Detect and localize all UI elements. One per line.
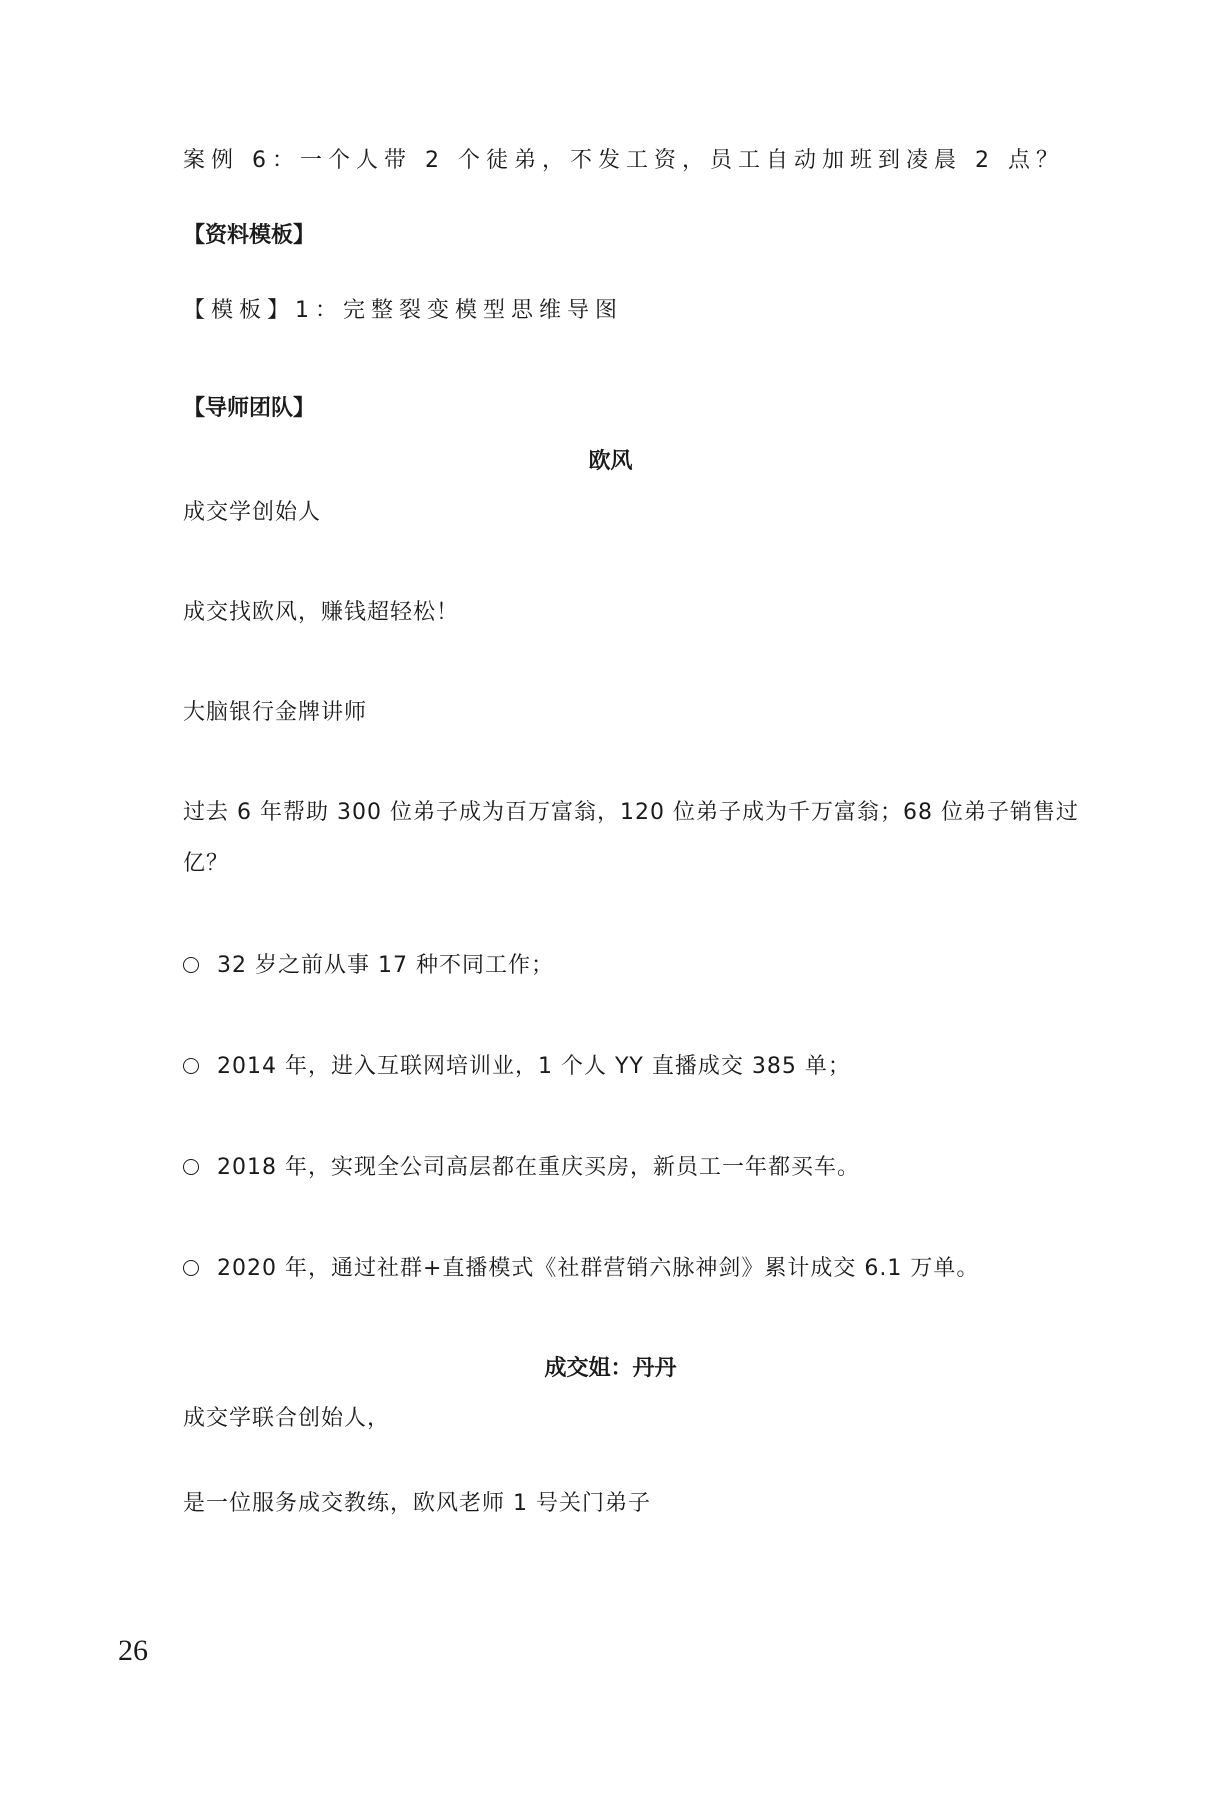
- mentor-1-slogan: 成交找欧风，赚钱超轻松！: [183, 600, 460, 625]
- page-number: 26: [118, 1634, 148, 1667]
- circle-bullet-icon: [183, 957, 199, 973]
- mentor-1-role: 大脑银行金牌讲师: [183, 700, 368, 725]
- bullet-text: 2018 年，实现全公司高层都在重庆买房，新员工一年都买车。: [217, 1155, 860, 1180]
- case-line: 案例 6：一个人带 2 个徒弟，不发工资，员工自动加班到凌晨 2 点？: [183, 148, 1064, 173]
- mentor-1-title: 成交学创始人: [183, 500, 322, 525]
- mentor-2-description: 是一位服务成交教练，欧风老师 1 号关门弟子: [183, 1491, 651, 1516]
- mentor-1-achievement: 过去 6 年帮助 300 位弟子成为百万富翁，120 位弟子成为千万富翁；68 位弟子销售过: [183, 800, 1079, 825]
- bullet-item: [183, 1153, 860, 1183]
- circle-bullet-icon: [183, 1260, 199, 1276]
- bullet-text: 2014 年，进入互联网培训业，1 个人 YY 直播成交 385 单；: [217, 1054, 851, 1079]
- mentor-2-name: 成交姐：丹丹: [544, 1356, 677, 1381]
- bullet-text: 2020 年，通过社群+直播模式《社群营销六脉神剑》累计成交 6.1 万单。: [217, 1256, 980, 1281]
- bullet-item: [183, 1254, 979, 1284]
- circle-bullet-icon: [183, 1159, 199, 1175]
- mentor-1-achievement-cont: 亿？: [183, 851, 230, 876]
- mentor-2-title: 成交学联合创始人，: [183, 1406, 391, 1431]
- bullet-text: 32 岁之前从事 17 种不同工作；: [217, 953, 554, 978]
- section-heading-team: 【导师团队】: [183, 396, 316, 421]
- bullet-item: [183, 1052, 851, 1082]
- bullet-item: [183, 951, 554, 981]
- mentor-1-name: 欧风: [588, 449, 633, 474]
- section-heading-materials: 【资料模板】: [183, 223, 316, 248]
- template-line: 【模板】1：完整裂变模型思维导图: [183, 298, 623, 323]
- circle-bullet-icon: [183, 1058, 199, 1074]
